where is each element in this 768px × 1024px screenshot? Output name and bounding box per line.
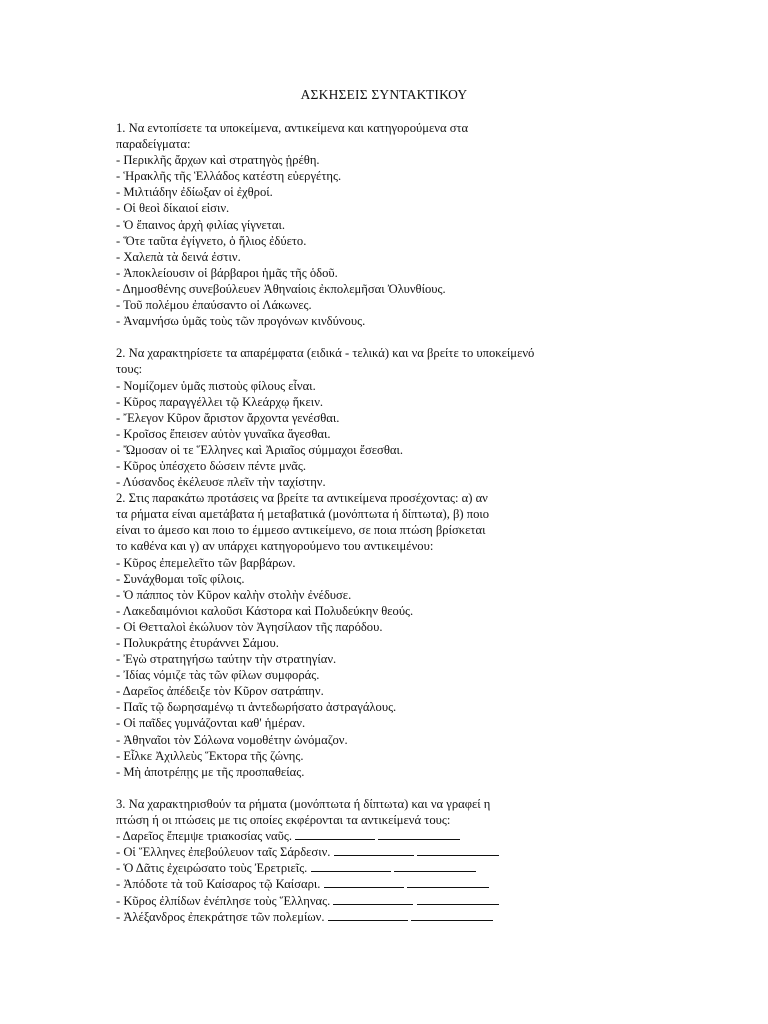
answer-blank xyxy=(311,861,391,872)
ex2b-item: - Συνάχθομαι τοῖς φίλοις. xyxy=(116,571,245,586)
ex1-item: - Περικλῆς ἄρχων καὶ στρατηγὸς ᾑρέθη. xyxy=(116,153,320,168)
ex3-item xyxy=(116,893,576,909)
ex2b-heading-line-1: 2. Στις παρακάτω προτάσεις να βρείτε τα αντικείμενα προσέχοντας: α) αν xyxy=(116,491,488,506)
ex2b-item: - Οἱ Θετταλοὶ ἐκώλυον τὸν Ἀγησίλαον τῆς παρόδου. xyxy=(116,619,383,634)
ex2b-heading-line-4: το καθένα και γ) αν υπάρχει κατηγορούμενο του αντικειμένου: xyxy=(116,539,434,554)
ex2b-item: - Εἷλκε Ἀχιλλεὺς Ἕκτορα τῆς ζώνης. xyxy=(116,748,304,763)
ex2b-item: - Μὴ ἀποτρέπῃς με τῆς προσπαθείας. xyxy=(116,764,305,779)
ex3-item xyxy=(116,876,576,892)
ex3-heading-line-1: 3. Να χαρακτηρισθούν τα ρήματα (μονόπτωτα ή δίπτωτα) και να γραφεί η xyxy=(116,796,491,811)
ex3-item-text: - Δαρεῖος ἔπεμψε τριακοσίας ναῦς. xyxy=(116,829,293,844)
ex2b-item: - Ἰδίας νόμιζε τὰς τῶν φίλων συμφοράς. xyxy=(116,668,320,683)
ex1-heading-line-2: παραδείγματα: xyxy=(116,137,191,152)
ex1-item: - Ὁ ἔπαινος ἀρχὴ φιλίας γίγνεται. xyxy=(116,217,286,232)
answer-blank xyxy=(394,861,476,872)
ex2-item: - Νομίζομεν ὑμᾶς πιστοὺς φίλους εἶναι. xyxy=(116,378,316,393)
ex1-item: - Τοῦ πολέμου ἐπαύσαντο οἱ Λάκωνες. xyxy=(116,298,312,313)
ex1-heading-line-1: 1. Να εντοπίσετε τα υποκείμενα, αντικείμενα και κατηγορούμενα στα xyxy=(116,121,469,135)
ex1-item: - Ἀναμνήσω ὑμᾶς τοὺς τῶν προγόνων κινδύνους. xyxy=(116,314,366,329)
ex2b-heading-line-3: είναι το άμεσο και ποιο το έμμεσο αντικείμενο, σε ποια πτώση βρίσκεται xyxy=(116,523,486,538)
answer-blank xyxy=(417,845,499,856)
ex1-item: - Χαλεπὰ τὰ δεινά ἐστιν. xyxy=(116,249,241,264)
ex2-item: - Κῦρος ὑπέσχετο δώσειν πέντε μνᾶς. xyxy=(116,458,306,473)
ex3-item xyxy=(116,860,576,876)
ex2-item: - Κῦρος παραγγέλλει τῷ Κλεάρχῳ ἥκειν. xyxy=(116,394,324,409)
ex2b-item: - Δαρεῖος ἀπέδειξε τὸν Κῦρον σατράπην. xyxy=(116,684,324,699)
ex2b-item: - Ὁ πάππος τὸν Κῦρον καλὴν στολὴν ἐνέδυσε. xyxy=(116,587,352,602)
ex3-item xyxy=(116,844,576,860)
answer-blank xyxy=(378,829,460,840)
answer-blank xyxy=(328,910,408,921)
ex3-item-text: - Οἱ Ἕλληνες ἐπεβούλευον ταῖς Σάρδεσιν. xyxy=(116,845,331,860)
ex2b-item: - Κῦρος ἐπεμελεῖτο τῶν βαρβάρων. xyxy=(116,555,296,570)
ex2b-heading-line-2: τα ρήματα είναι αμετάβατα ή μεταβατικά (μονόπτωτα ή δίπτωτα), β) ποιο xyxy=(116,507,490,522)
ex2b-item: - Λακεδαιμόνιοι καλοῦσι Κάστορα καὶ Πολυδεύκην θεούς. xyxy=(116,603,414,618)
ex3-item-text: - Κῦρος ἐλπίδων ἐνέπλησε τοὺς Ἕλληνας. xyxy=(116,893,331,908)
ex1-item: - Ἡρακλῆς τῆς Ἑλλάδος κατέστη εὐεργέτης. xyxy=(116,169,342,184)
ex1-item: - Δημοσθένης συνεβούλευεν Ἀθηναίοις ἐκπολεμῆσαι Ὀλυνθίους. xyxy=(116,281,446,296)
ex3-item xyxy=(116,909,576,925)
ex2-heading-line-1: 2. Να χαρακτηρίσετε τα απαρέμφατα (ειδικά - τελικά) και να βρείτε το υποκείμενό xyxy=(116,346,535,361)
answer-blank xyxy=(334,845,414,856)
paragraph-spacer xyxy=(116,329,576,345)
ex3-item-text: - Ἀλέξανδρος ἐπεκράτησε τῶν πολεμίων. xyxy=(116,909,325,924)
ex2-item: - Ἔλεγον Κῦρον ἄριστον ἄρχοντα γενέσθαι. xyxy=(116,410,340,425)
ex3-item-text: - Ἀπόδοτε τὰ τοῦ Καίσαρος τῷ Καίσαρι. xyxy=(116,877,321,892)
ex2b-item: - Παῖς τῷ δωρησαμένῳ τι ἀντεδωρήσατο ἀστραγάλους. xyxy=(116,700,397,715)
document-title: ΑΣΚΗΣΕΙΣ ΣΥΝΤΑΚΤΙΚΟΥ xyxy=(300,87,468,102)
ex1-item: - Ἀποκλείουσιν οἱ βάρβαροι ἡμᾶς τῆς ὁδοῦ. xyxy=(116,265,338,280)
ex2b-item: - Ἀθηναῖοι τὸν Σόλωνα νομοθέτην ὠνόμαζον. xyxy=(116,732,348,747)
ex3-item-text: - Ὁ Δᾶτις ἐχειρώσατο τοὺς Ἐρετριεῖς. xyxy=(116,861,308,876)
paragraph-spacer xyxy=(116,780,576,796)
ex1-item: - Ὅτε ταῦτα ἐγίγνετο, ὁ ἥλιος ἐδύετο. xyxy=(116,233,307,248)
ex2-item: - Λύσανδος ἐκέλευσε πλεῖν τὴν ταχίστην. xyxy=(116,475,326,490)
ex2-item: - Κροῖσος ἔπεισεν αὐτὸν γυναῖκα ἄγεσθαι. xyxy=(116,426,331,441)
ex2-item: - Ὤμοσαν οἱ τε Ἕλληνες καὶ Ἀριαῖος σύμμαχοι ἔσεσθαι. xyxy=(116,442,403,457)
ex1-item: - Μιλτιάδην ἐδίωξαν οἱ ἐχθροί. xyxy=(116,185,273,200)
answer-blank xyxy=(411,910,493,921)
ex2b-item: - Οἱ παῖδες γυμνάζονται καθ' ἡμέραν. xyxy=(116,716,306,731)
answer-blank xyxy=(407,877,489,888)
ex2b-item: - Ἐγὼ στρατηγήσω ταύτην τὴν στρατηγίαν. xyxy=(116,652,337,667)
document-body xyxy=(116,120,576,925)
answer-blank xyxy=(417,894,499,905)
answer-blank xyxy=(324,877,404,888)
ex3-heading-line-2: πτώση ή οι πτώσεις με τις οποίες εκφέρονται τα αντικείμενά τους: xyxy=(116,813,451,828)
ex2b-item: - Πολυκράτης ἐτυράννει Σάμου. xyxy=(116,636,279,650)
answer-blank xyxy=(295,829,375,840)
ex3-item xyxy=(116,828,576,844)
ex2-heading-line-2: τους: xyxy=(116,362,143,377)
ex1-item: - Οἱ θεοὶ δίκαιοί εἰσιν. xyxy=(116,201,230,216)
answer-blank xyxy=(333,894,413,905)
